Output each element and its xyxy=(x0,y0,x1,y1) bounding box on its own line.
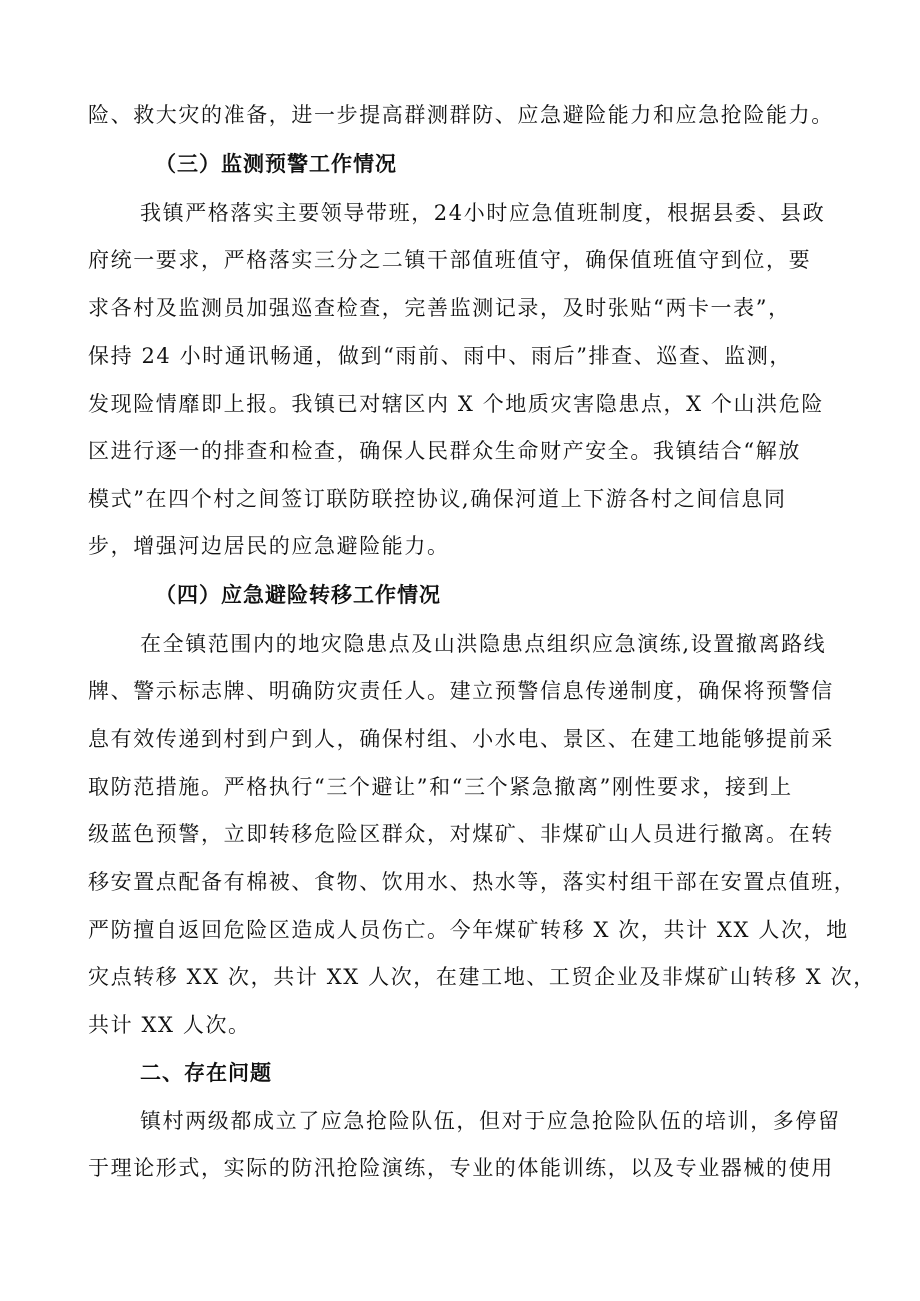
paragraph-line: 取防范措施。严格执行“三个避让”和“三个紧急撤离”刚性要求，接到上 xyxy=(88,775,793,799)
paragraph-line: 步，增强河边居民的应急避险能力。 xyxy=(88,534,450,558)
section-heading-problems: 二、存在问题 xyxy=(140,1061,272,1085)
paragraph-line: 求各村及监测员加强巡查检查，完善监测记录，及时张贴“两卡一表”， xyxy=(88,296,791,320)
paragraph-line: 险、救大灾的准备，进一步提高群测群防、应急避险能力和应急抢险能力。 xyxy=(88,103,834,127)
paragraph-line: 保持 24 小时通讯畅通，做到“雨前、雨中、雨后”排查、巡查、监测， xyxy=(88,344,792,368)
paragraph-line: 区进行逐一的排查和检查，确保人民群众生命财产安全。我镇结合“解放 xyxy=(88,439,801,463)
paragraph-line: 模式”在四个村之间签订联防联控协议,确保河道上下游各村之间信息同 xyxy=(88,487,787,511)
paragraph-line: 严防擅自返回危险区造成人员伤亡。今年煤矿转移 X 次，共计 XX 人次，地 xyxy=(88,918,849,942)
paragraph-line: 移安置点配备有棉被、食物、饮用水、热水等，落实村组干部在安置点值班， xyxy=(88,870,857,894)
paragraph-line: 级蓝色预警，立即转移危险区群众，对煤矿、非煤矿山人员进行撤离。在转 xyxy=(88,822,834,846)
section-heading-monitoring: （三）监测预警工作情况 xyxy=(155,152,397,176)
paragraph-line: 在全镇范围内的地灾隐患点及山洪隐患点组织应急演练,设置撤离路线 xyxy=(140,632,827,656)
paragraph-line: 镇村两级都成立了应急抢险队伍，但对于应急抢险队伍的培训，多停留 xyxy=(140,1109,841,1133)
section-heading-evacuation: （四）应急避险转移工作情况 xyxy=(155,583,441,607)
paragraph-line: 牌、警示标志牌、明确防灾责任人。建立预警信息传递制度，确保将预警信 xyxy=(88,679,834,703)
paragraph-line: 于理论形式，实际的防汛抢险演练，专业的体能训练，以及专业器械的使用 xyxy=(88,1156,834,1180)
paragraph-line: 发现险情靡即上报。我镇已对辖区内 X 个地质灾害隐患点，X 个山洪危险 xyxy=(88,392,824,416)
paragraph-line: 府统一要求，严格落实三分之二镇干部值班值守，确保值班值守到位，要 xyxy=(88,248,812,272)
paragraph-line: 息有效传递到村到户到人，确保村组、小水电、景区、在建工地能够提前采 xyxy=(88,727,834,751)
paragraph-line: 灾点转移 XX 次，共计 XX 人次，在建工地、工贸企业及非煤矿山转移 X 次， xyxy=(88,965,876,989)
paragraph-line: 我镇严格落实主要领导带班，24小时应急值班制度，根据县委、县政 xyxy=(140,201,826,225)
paragraph-line: 共计 XX 人次。 xyxy=(88,1013,251,1037)
